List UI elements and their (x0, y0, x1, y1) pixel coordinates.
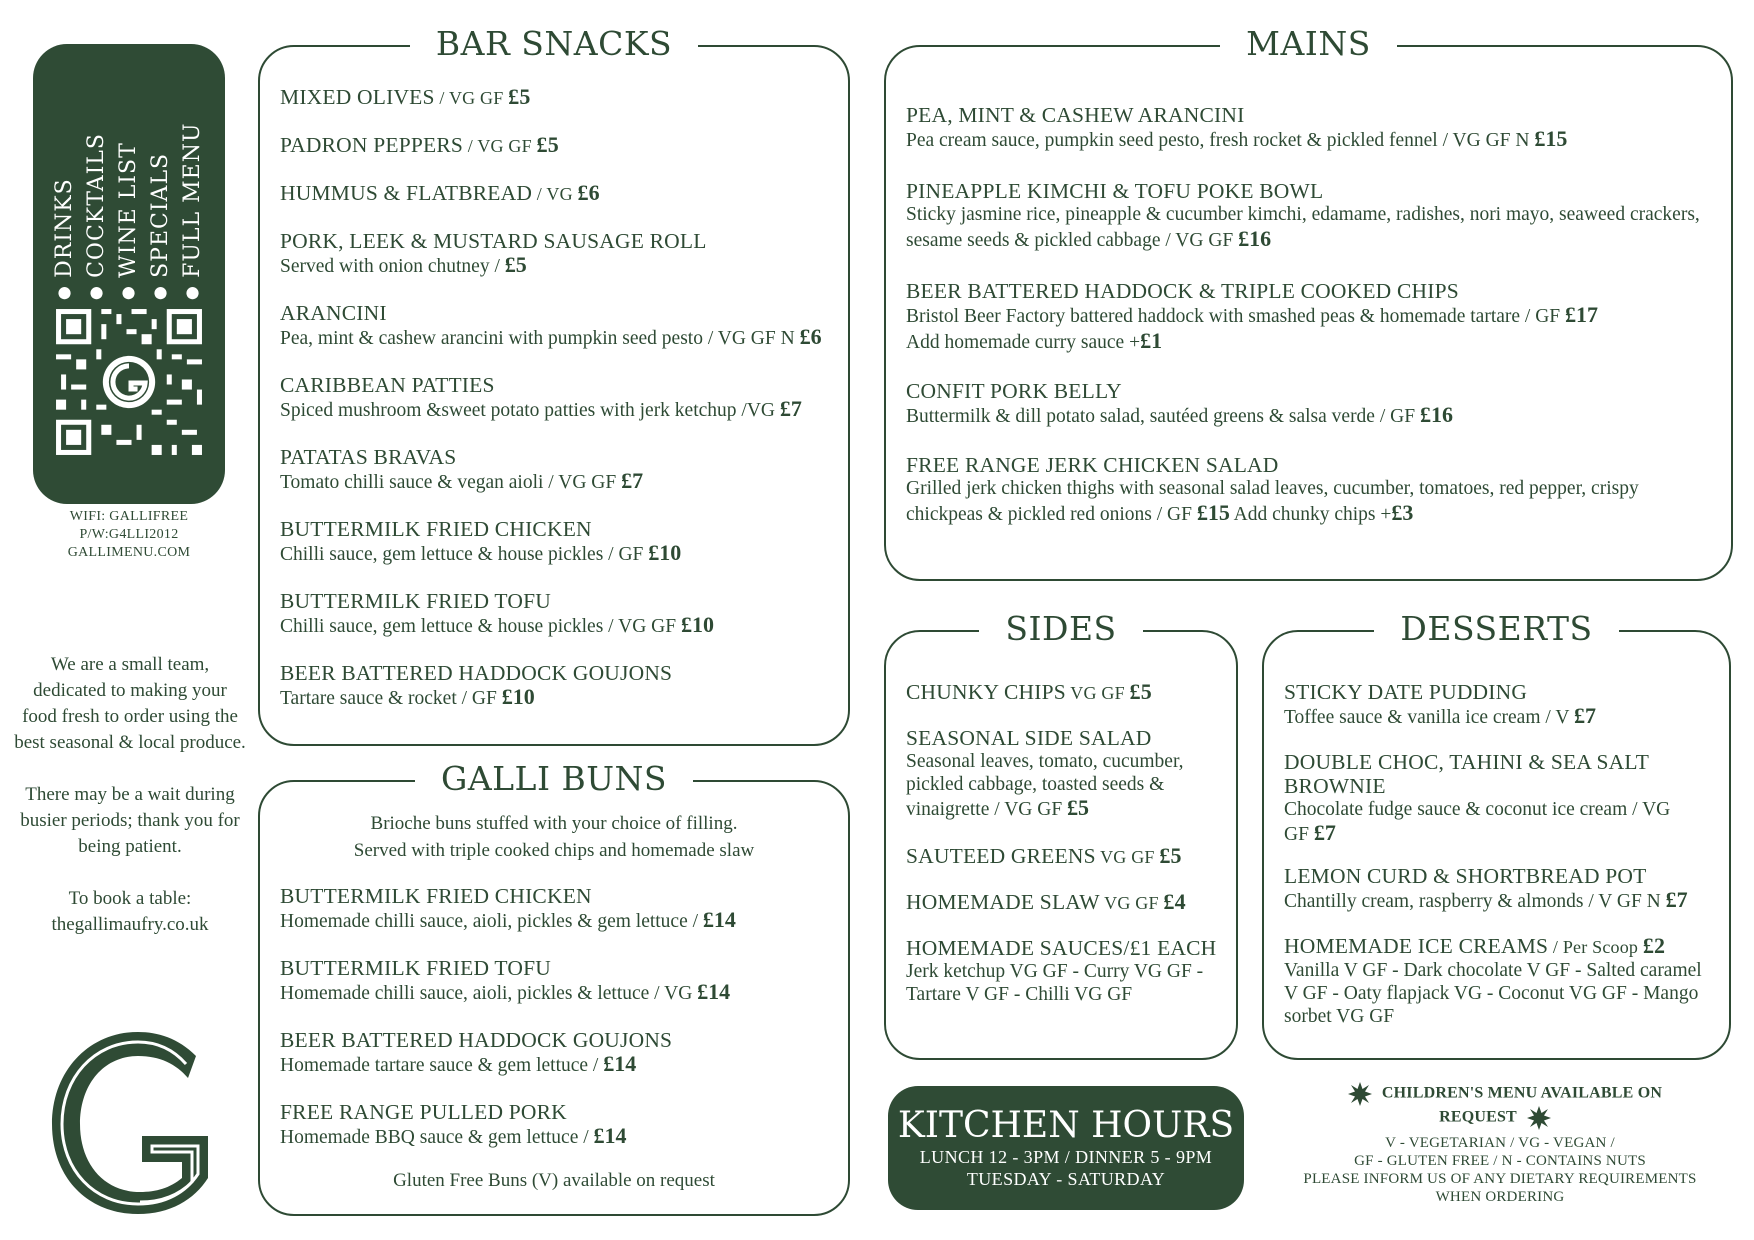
item-price: £5 (504, 252, 527, 277)
menu-item (906, 179, 1717, 253)
kitchen-hours-title: KITCHEN HOURS (897, 1105, 1235, 1146)
item-price: £14 (697, 979, 731, 1004)
menu-item (280, 373, 834, 423)
item-description: Served with onion chutney / (280, 256, 505, 277)
dietary-legend (1290, 1134, 1710, 1206)
item-tags: VG GF (1065, 683, 1130, 703)
legend-line-2: GF - GLUTEN FREE / N - CONTAINS NUTS (1354, 1153, 1646, 1169)
item-name: PADRON PEPPERS (280, 133, 464, 157)
booking-info (14, 886, 246, 938)
about-text (14, 652, 246, 964)
legend-line-1: V - VEGETARIAN / VG - VEGAN / (1385, 1135, 1615, 1151)
item-name: CONFIT PORK BELLY (906, 379, 1122, 403)
item-description: Toffee sauce & vanilla ice cream / V (1284, 707, 1574, 728)
kitchen-hours-days: TUESDAY - SATURDAY (966, 1169, 1166, 1189)
nav-item-wine-list[interactable]: ● WINE LIST (113, 74, 145, 304)
mains-title: MAINS (1220, 21, 1397, 67)
mains-section (884, 24, 1733, 581)
menu-item (280, 661, 834, 711)
item-extra: Add chunky chips + (1229, 504, 1392, 525)
item-price: £16 (1419, 402, 1453, 427)
menu-item (280, 1100, 834, 1150)
item-price: £7 (1313, 820, 1336, 845)
menu-item (906, 726, 1222, 821)
qr-code-icon[interactable] (51, 304, 207, 460)
item-name: BUTTERMILK FRIED TOFU (280, 956, 551, 980)
menu-item (906, 379, 1717, 429)
item-name: FREE RANGE PULLED PORK (280, 1100, 567, 1124)
item-price: £5 (1129, 679, 1152, 704)
item-tags: / VG GF (463, 136, 537, 156)
item-tags: / VG (532, 184, 578, 204)
item-price: £5 (1159, 843, 1182, 868)
item-price: £10 (680, 612, 714, 637)
about-paragraph-2: There may be a wait during busier periods; thank you for being patient. (20, 784, 240, 857)
item-name: MIXED OLIVES (280, 85, 435, 109)
bar-snacks-title: BAR SNACKS (410, 21, 698, 67)
item-name: PATATAS BRAVAS (280, 445, 457, 469)
childrens-menu-text: CHILDREN'S MENU AVAILABLE ON REQUEST (1381, 1084, 1663, 1126)
legend-line-3: PLEASE INFORM US OF ANY DIETARY REQUIREMENTS (1303, 1171, 1697, 1187)
menu-item (280, 884, 834, 934)
item-tags: / VG GF (434, 88, 509, 108)
bar-snacks-section (258, 24, 850, 746)
item-description: Buttermilk & dill potato salad, sautéed greens & salsa verde / GF (906, 406, 1420, 427)
menu-item (280, 956, 834, 1006)
menu-item (906, 103, 1717, 153)
side-nav-panel (33, 44, 225, 504)
item-description: Tartare sauce & rocket / GF (280, 688, 502, 709)
item-name: SAUTEED GREENS (906, 844, 1096, 868)
wifi-password: P/W:G4LLI2012 (79, 527, 179, 542)
menu-item (906, 680, 1222, 705)
desserts-section (1262, 609, 1731, 1060)
item-price: £7 (1573, 703, 1596, 728)
galli-buns-intro-1: Brioche buns stuffed with your choice of filling. (370, 813, 738, 834)
item-name: BUTTERMILK FRIED CHICKEN (280, 517, 592, 541)
item-name: FREE RANGE JERK CHICKEN SALAD (906, 453, 1279, 477)
item-name: BUTTERMILK FRIED CHICKEN (280, 884, 592, 908)
item-description: Bristol Beer Factory battered haddock with smashed peas & homemade tartare / GF (906, 306, 1566, 327)
booking-label: To book a table: (68, 888, 192, 909)
item-name: ARANCINI (280, 301, 387, 325)
item-name: CARIBBEAN PATTIES (280, 373, 495, 397)
menu-item (1284, 864, 1715, 914)
item-price: £4 (1163, 889, 1186, 914)
item-description: Chilli sauce, gem lettuce & house pickles / GF (280, 544, 649, 565)
item-price: £7 (779, 396, 802, 421)
item-description: Chantilly cream, raspberry & almonds / V GF N (1284, 891, 1666, 912)
menu-item (280, 589, 834, 639)
about-paragraph-1: We are a small team, dedicated to making your food fresh to order using the best seasonal & local produce. (14, 654, 246, 753)
item-description: Homemade tartare sauce & gem lettuce / (280, 1055, 604, 1076)
menu-item (1284, 750, 1699, 846)
item-name: BUTTERMILK FRIED TOFU (280, 589, 551, 613)
item-name: HUMMUS & FLATBREAD (280, 181, 533, 205)
galli-buns-title: GALLI BUNS (415, 756, 693, 802)
item-price: £14 (702, 907, 736, 932)
item-extra-price: £1 (1140, 328, 1163, 353)
kitchen-hours-panel (888, 1086, 1244, 1210)
item-price: £16 (1238, 226, 1272, 251)
sides-section (884, 609, 1238, 1060)
item-name: SEASONAL SIDE SALAD (906, 726, 1152, 750)
sides-title: SIDES (979, 606, 1142, 652)
item-name: CHUNKY CHIPS (906, 680, 1066, 704)
item-price: £2 (1642, 933, 1666, 958)
menu-item (1284, 680, 1715, 730)
item-description: Sticky jasmine rice, pineapple & cucumber kimchi, edamame, radishes, nori mayo, seaweed crackers, sesame seeds & pickled cabbage / VG GF (906, 204, 1700, 251)
item-price: £15 (1196, 500, 1230, 525)
item-name: PINEAPPLE KIMCHI & TOFU POKE BOWL (906, 179, 1324, 203)
item-name: HOMEMADE SLAW (906, 890, 1100, 914)
item-description: Pea cream sauce, pumpkin seed pesto, fresh rocket & pickled fennel / VG GF N (906, 130, 1535, 151)
item-price: £7 (1665, 887, 1688, 912)
item-extra-price: £3 (1391, 500, 1414, 525)
nav-item-cocktails[interactable]: ● COCKTAILS (81, 74, 113, 304)
nav-item-drinks[interactable]: ● DRINKS (49, 74, 81, 304)
menu-item (280, 517, 834, 567)
item-tags: VG GF (1095, 847, 1160, 867)
item-description: Chilli sauce, gem lettuce & house pickles / VG GF (280, 616, 681, 637)
item-description: Homemade BBQ sauce & gem lettuce / (280, 1127, 594, 1148)
item-price: £10 (648, 540, 682, 565)
wifi-info (20, 508, 238, 562)
item-name: PORK, LEEK & MUSTARD SAUSAGE ROLL (280, 229, 707, 253)
menu-item (906, 453, 1717, 527)
galli-buns-section (258, 759, 850, 1216)
item-description: Pea, mint & cashew arancini with pumpkin seed pesto / VG GF N (280, 328, 800, 349)
item-price: £10 (501, 684, 535, 709)
menu-item (280, 133, 834, 158)
menu-item (280, 229, 834, 279)
menu-item (280, 85, 834, 110)
item-tags: / Per Scoop (1548, 937, 1643, 957)
childrens-menu-note (1300, 1082, 1700, 1130)
item-description: Chocolate fudge sauce & coconut ice cream / VG GF (1284, 799, 1671, 845)
item-name: PEA, MINT & CASHEW ARANCINI (906, 103, 1245, 127)
item-name: HOMEMADE ICE CREAMS (1284, 934, 1549, 958)
menu-item (906, 279, 1717, 355)
galli-buns-intro-2: Served with triple cooked chips and homemade slaw (353, 840, 755, 861)
kitchen-hours-times: LUNCH 12 - 3PM / DINNER 5 - 9PM (919, 1147, 1213, 1167)
item-price: £5 (1067, 795, 1090, 820)
item-tags: VG GF (1099, 893, 1164, 913)
item-name: BEER BATTERED HADDOCK GOUJONS (280, 1028, 673, 1052)
menu-item (1284, 934, 1709, 1028)
gluten-free-buns-note: Gluten Free Buns (V) available on request (393, 1170, 715, 1191)
nav-list (53, 74, 205, 304)
menu-item (280, 1028, 834, 1078)
menu-item (906, 936, 1222, 1006)
item-description: Grilled jerk chicken thighs with seasonal salad leaves, cucumber, tomatoes, red pepper, crispy chickpeas & pickled red onions / GF (906, 478, 1639, 525)
star-burst-icon (1527, 1106, 1551, 1130)
booking-link[interactable]: thegallimaufry.co.uk (51, 914, 209, 935)
nav-item-specials[interactable]: ● SPECIALS (145, 74, 177, 304)
item-price: £14 (603, 1051, 637, 1076)
menu-website[interactable]: GALLIMENU.COM (67, 545, 191, 560)
item-description: Jerk ketchup VG GF - Curry VG GF - Tartare V GF - Chilli VG GF (906, 961, 1204, 1005)
nav-item-full-menu[interactable]: ● FULL MENU (177, 74, 209, 304)
item-description: Tomato chilli sauce & vegan aioli / VG GF (280, 472, 622, 493)
star-burst-icon (1348, 1082, 1372, 1106)
item-name: DOUBLE CHOC, TAHINI & SEA SALT BROWNIE (1284, 750, 1649, 798)
item-price: £15 (1534, 126, 1568, 151)
item-name: HOMEMADE SAUCES/£1 EACH (906, 936, 1217, 960)
menu-item (906, 890, 1222, 915)
item-description: Spiced mushroom &sweet potato patties with jerk ketchup /VG (280, 400, 780, 421)
item-name: BEER BATTERED HADDOCK & TRIPLE COOKED CHIPS (906, 279, 1459, 303)
galli-g-logo (46, 1028, 218, 1218)
item-description: Homemade chilli sauce, aioli, pickles & lettuce / VG (280, 983, 698, 1004)
desserts-title: DESSERTS (1374, 606, 1618, 652)
item-price: £5 (536, 132, 559, 157)
wifi-network: WIFI: GALLIFREE (69, 509, 189, 524)
menu-item (280, 445, 834, 495)
item-price: £7 (621, 468, 644, 493)
item-description: Seasonal leaves, tomato, cucumber, pickled cabbage, toasted seeds & vinaigrette / VG GF (906, 751, 1184, 820)
item-description: Homemade chilli sauce, aioli, pickles & gem lettuce / (280, 911, 703, 932)
item-price: £17 (1565, 302, 1599, 327)
item-name: BEER BATTERED HADDOCK GOUJONS (280, 661, 673, 685)
menu-item (280, 301, 834, 351)
item-description: Vanilla V GF - Dark chocolate V GF - Salted caramel V GF - Oaty flapjack VG - Coconut VG GF - Mango sorbet VG GF (1284, 960, 1702, 1027)
item-price: £14 (593, 1123, 627, 1148)
menu-item (906, 844, 1222, 869)
item-price: £6 (799, 324, 822, 349)
item-name: STICKY DATE PUDDING (1284, 680, 1528, 704)
item-price: £6 (577, 180, 600, 205)
legend-line-4: WHEN ORDERING (1435, 1189, 1565, 1205)
item-name: LEMON CURD & SHORTBREAD POT (1284, 864, 1647, 888)
item-price: £5 (508, 84, 531, 109)
menu-item (280, 181, 834, 206)
item-extra: Add homemade curry sauce + (906, 332, 1141, 353)
